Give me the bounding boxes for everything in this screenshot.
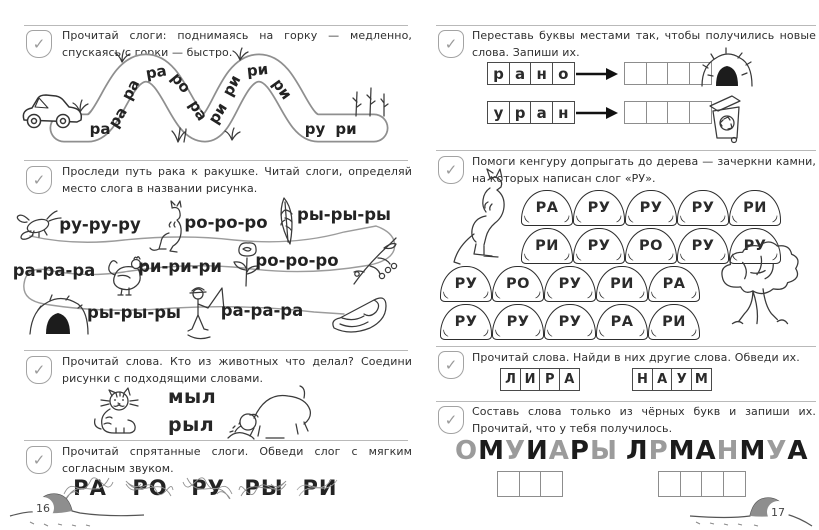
letter-cell: н xyxy=(552,101,575,124)
puzzle-letter: У xyxy=(504,436,527,466)
letter-cell[interactable]: Л xyxy=(500,368,521,391)
divider xyxy=(24,160,408,161)
stone[interactable]: ( РУ ) xyxy=(440,266,492,302)
task1-instruction: Прочитай слоги: поднимаясь на горку — медленно, спускаясь с горки — быстро. xyxy=(62,29,412,59)
berry-branch-icon xyxy=(354,238,397,284)
stone[interactable]: ( РУ ) xyxy=(625,190,677,226)
letter-puzzle-word-1 xyxy=(455,436,618,466)
puzzle-letter: И xyxy=(526,436,549,466)
task-checkbox xyxy=(438,406,464,434)
letter-word-uran xyxy=(487,101,575,124)
checkmark-icon: ✓ xyxy=(32,35,46,53)
answer-cell[interactable] xyxy=(624,62,647,85)
answer-cell[interactable] xyxy=(646,62,669,85)
tree-icon xyxy=(706,242,814,344)
task1-instruction: Переставь буквы местами так, чтобы получились новые слова. Запиши их. xyxy=(472,29,816,59)
hidden-syllable[interactable]: РА xyxy=(64,476,116,504)
puzzle-letter: У xyxy=(766,436,788,466)
answer-cell[interactable] xyxy=(646,101,669,124)
task-checkbox xyxy=(26,446,52,474)
stone[interactable]: ( РУ ) xyxy=(544,304,596,340)
checkmark-icon: ✓ xyxy=(444,161,458,179)
page-number-hill xyxy=(8,484,148,528)
letter-cell: а xyxy=(509,62,532,85)
road-syllable[interactable]: ри xyxy=(204,99,232,128)
answer-cell[interactable] xyxy=(497,471,520,497)
letter-cell[interactable]: А xyxy=(559,368,580,391)
action-words xyxy=(168,384,216,439)
letter-cell: н xyxy=(530,62,553,85)
stone[interactable]: ( РИ ) xyxy=(521,228,573,264)
task4-instruction: Прочитай спрятанные слоги. Обведи слог с мягким согласным звуком. xyxy=(62,445,412,475)
stone[interactable]: ( РУ ) xyxy=(440,304,492,340)
puzzle-letter: М xyxy=(668,436,696,466)
letter-cell: у xyxy=(487,101,510,124)
ground-marks xyxy=(696,522,758,526)
road-syllable[interactable]: ру xyxy=(304,120,326,138)
word-myl[interactable]: мыл xyxy=(168,386,217,408)
kitten-icon[interactable] xyxy=(92,388,150,438)
task-checkbox xyxy=(438,30,464,58)
hidden-syllable[interactable]: РО xyxy=(124,476,176,504)
letter-cell[interactable]: Р xyxy=(539,368,560,391)
hidden-syllable[interactable]: РЫ xyxy=(238,476,290,504)
stone[interactable]: ( РА ) xyxy=(648,266,700,302)
puzzle-letter: Р xyxy=(648,436,669,466)
divider xyxy=(24,440,408,441)
stone[interactable]: ( РА ) xyxy=(521,190,573,226)
task3-instruction: Прочитай слова. Найди в них другие слова. Обведи их. xyxy=(472,351,800,364)
word-ryl[interactable]: рыл xyxy=(168,413,215,436)
scribble-overlay xyxy=(235,472,291,504)
stone[interactable]: ( РИ ) xyxy=(729,190,781,226)
kangaroo-icon xyxy=(150,201,181,252)
puzzle-letter: А xyxy=(787,436,809,466)
puzzle-letter: М xyxy=(478,436,505,466)
checkmark-icon: ✓ xyxy=(32,451,46,469)
puzzle-letter: А xyxy=(548,436,570,466)
hill-road-illustration xyxy=(18,50,410,156)
road-syllable[interactable]: ро xyxy=(167,68,195,97)
road-syllable[interactable]: ри xyxy=(335,120,357,138)
road-syllable[interactable]: ри xyxy=(245,59,269,81)
rose-icon xyxy=(234,243,258,286)
letter-puzzle-word-2 xyxy=(626,436,808,466)
arrow-right-icon xyxy=(575,106,619,120)
task-checkbox xyxy=(26,166,52,194)
puzzle-letter: Н xyxy=(716,436,740,466)
checkmark-icon: ✓ xyxy=(32,171,46,189)
letter-cell: а xyxy=(530,101,553,124)
divider xyxy=(24,25,408,26)
divider xyxy=(24,350,408,351)
answer-cell[interactable] xyxy=(624,101,647,124)
road-syllable[interactable]: ра xyxy=(104,103,131,131)
fisherman-icon xyxy=(188,288,224,339)
letter-cell[interactable]: У xyxy=(671,368,692,391)
divider xyxy=(436,25,816,26)
path-syllables[interactable]: ро-ро-ро xyxy=(255,251,339,270)
task4-instruction: Составь слова только из чёрных букв и запиши их. Прочитай, что у тебя получилось. xyxy=(472,405,816,435)
digging-dog-icon[interactable] xyxy=(226,384,326,440)
path-syllables[interactable]: ро-ро-ро xyxy=(184,213,268,232)
stone[interactable]: ( РУ ) xyxy=(677,228,729,264)
answer-cell[interactable] xyxy=(667,62,690,85)
page-number: 16 xyxy=(36,502,50,515)
stone[interactable]: ( РО ) xyxy=(492,266,544,302)
burrow-icon xyxy=(700,48,756,90)
checkmark-icon: ✓ xyxy=(444,356,458,374)
stone[interactable]: ( РУ ) xyxy=(729,228,781,264)
checkmark-icon: ✓ xyxy=(32,361,46,379)
ground-marks xyxy=(30,522,90,526)
letter-word-lira xyxy=(500,368,580,391)
stone[interactable]: ( РУ ) xyxy=(573,228,625,264)
stone[interactable]: ( РА ) xyxy=(596,304,648,340)
crayfish-path-illustration xyxy=(14,196,410,346)
trash-bin-icon xyxy=(706,94,746,144)
task3-instruction: Прочитай слова. Кто из животных что делал? Соедини рисунки с подходящими словами. xyxy=(62,355,412,385)
stone[interactable]: ( РИ ) xyxy=(596,266,648,302)
hidden-syllable[interactable]: РУ xyxy=(182,476,234,504)
task-checkbox xyxy=(26,356,52,384)
road-syllable[interactable]: ри xyxy=(218,72,245,100)
puzzle-letter: О xyxy=(455,436,479,466)
scribble-overlay xyxy=(179,472,235,504)
stone[interactable]: ( РУ ) xyxy=(573,190,625,226)
checkmark-icon: ✓ xyxy=(444,411,458,429)
divider xyxy=(436,150,816,151)
road-syllable[interactable]: ри xyxy=(268,75,296,103)
stone[interactable]: ( РУ ) xyxy=(677,190,729,226)
scribble-overlay xyxy=(291,472,347,504)
answer-cell[interactable] xyxy=(658,471,681,497)
path-syllables[interactable]: ру-ру-ру xyxy=(59,215,141,234)
stone[interactable]: ( РИ ) xyxy=(648,304,700,340)
letter-cell[interactable]: М xyxy=(691,368,712,391)
stone[interactable]: ( РУ ) xyxy=(544,266,596,302)
checkmark-icon: ✓ xyxy=(444,35,458,53)
cave-icon xyxy=(30,295,88,334)
stone[interactable]: ( РУ ) xyxy=(492,304,544,340)
answer-cell[interactable] xyxy=(519,471,542,497)
divider xyxy=(436,346,816,347)
stone[interactable]: ( РО ) xyxy=(625,228,677,264)
answer-cell[interactable] xyxy=(540,471,563,497)
letter-cell: о xyxy=(552,62,575,85)
task2-instruction: Помоги кенгуру допрыгать до дерева — зачеркни камни, на которых написан слог «РУ». xyxy=(472,155,816,185)
answer-cells xyxy=(497,471,563,497)
divider xyxy=(436,401,816,402)
letter-cell: р xyxy=(509,101,532,124)
answer-cell[interactable] xyxy=(667,101,690,124)
arrow-right-icon xyxy=(575,67,619,81)
path-syllables[interactable]: ри-ри-ри xyxy=(138,257,222,276)
answer-cells xyxy=(624,62,712,85)
letter-word-rano xyxy=(487,62,575,85)
puzzle-letter: Л xyxy=(626,436,649,466)
puzzle-letter: Ы xyxy=(589,436,618,466)
path-syllables[interactable]: ры-ры-ры xyxy=(87,303,181,322)
road-syllable[interactable]: ра xyxy=(144,61,168,83)
puzzle-letter: М xyxy=(739,436,767,466)
page-number-hill xyxy=(688,484,816,528)
kangaroo-icon xyxy=(450,168,514,268)
path-syllables[interactable]: ры-ры-ры xyxy=(297,205,391,224)
shell-icon xyxy=(333,298,386,332)
task2-instruction: Проследи путь рака к ракушке. Читай слоги, определяй место слога в названии рисунка. xyxy=(62,165,412,195)
letter-cell[interactable]: А xyxy=(652,368,673,391)
task-checkbox xyxy=(438,351,464,379)
letter-cell[interactable]: Н xyxy=(632,368,653,391)
path-syllables[interactable]: ра-ра-ра xyxy=(220,301,304,320)
hidden-syllable[interactable]: РИ xyxy=(294,476,346,504)
road-syllable[interactable]: ра xyxy=(89,120,111,138)
road-syllable[interactable]: ра xyxy=(185,96,212,124)
letter-cell: р xyxy=(487,62,510,85)
road-syllable[interactable]: ра xyxy=(117,76,144,104)
feather-icon xyxy=(281,198,292,244)
path-syllables[interactable]: ра-ра-ра xyxy=(12,261,96,280)
puzzle-letter: А xyxy=(695,436,717,466)
crayfish-icon xyxy=(17,211,61,239)
letter-cell[interactable]: И xyxy=(520,368,541,391)
flowers-icon xyxy=(353,88,388,116)
letter-word-naum xyxy=(632,368,712,391)
puzzle-letter: Р xyxy=(569,436,590,466)
answer-cells xyxy=(624,101,712,124)
page-number: 17 xyxy=(771,506,785,519)
